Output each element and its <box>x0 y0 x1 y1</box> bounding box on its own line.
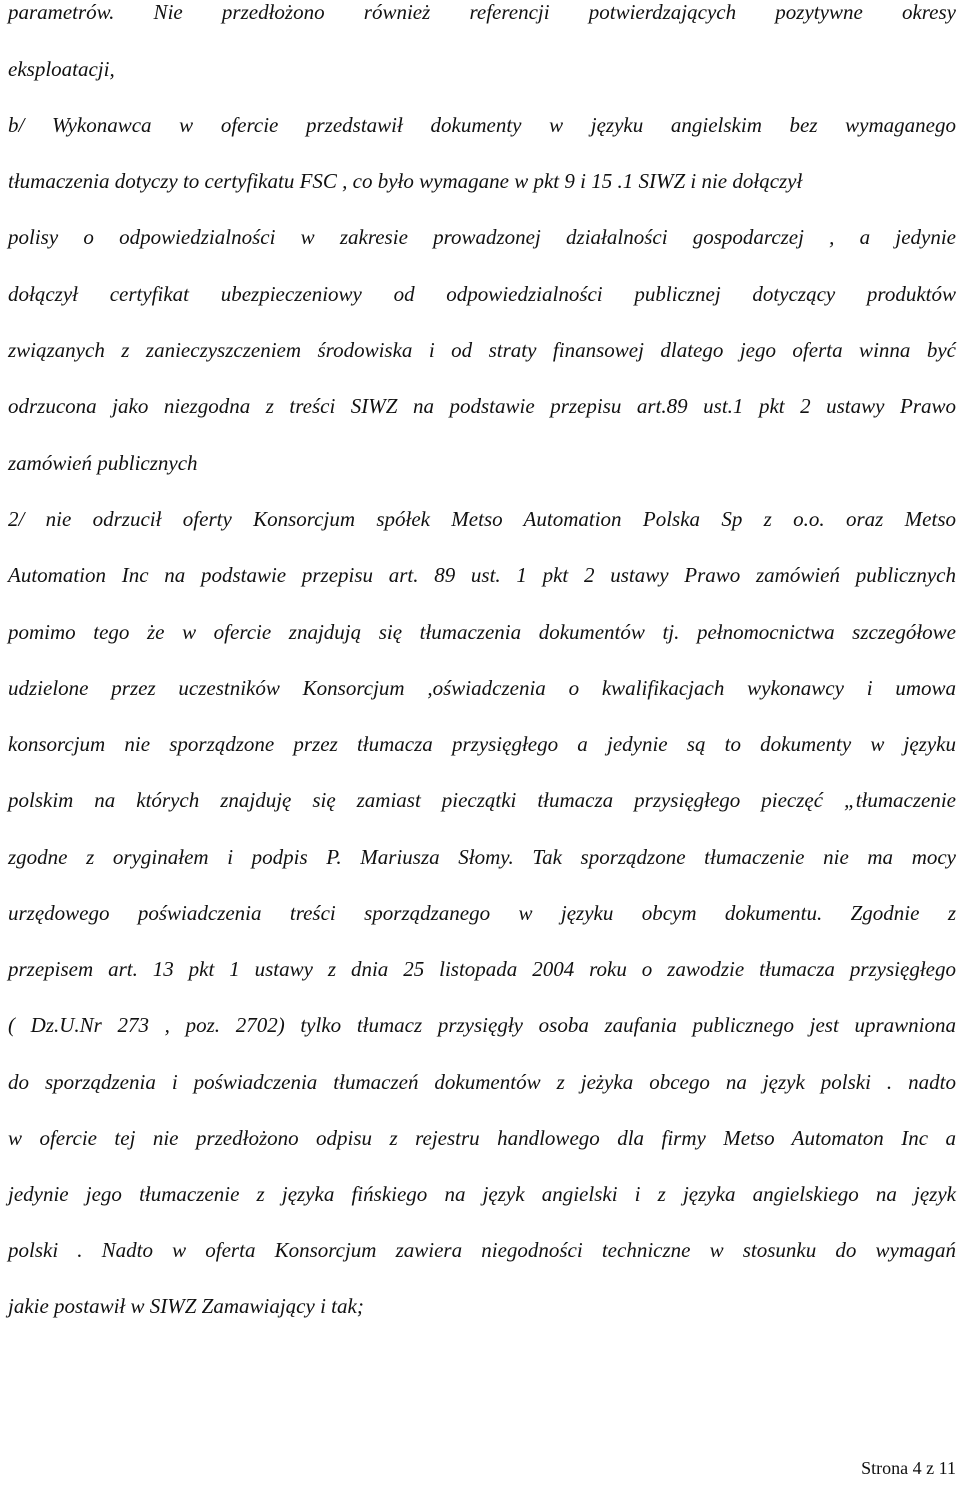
text-line-13: udzielone przez uczestników Konsorcjum ,oświadczenia o kwalifikacjach wykonawcy i umowa <box>8 676 956 700</box>
text-line-4: tłumaczenia dotyczy to certyfikatu FSC , co było wymagane w pkt 9 i 15 .1 SIWZ i nie dołączył <box>8 169 803 193</box>
text-line-18: przepisem art. 13 pkt 1 ustawy z dnia 25 listopada 2004 roku o zawodzie tłumacza przysięgłego <box>8 957 956 981</box>
page-number: Strona 4 z 11 <box>861 1458 956 1478</box>
text-line-3: b/ Wykonawca w ofercie przedstawił dokumenty w języku angielskim bez wymaganego <box>8 113 956 137</box>
text-line-8: odrzucona jako niezgodna z treści SIWZ na podstawie przepisu art.89 ust.1 pkt 2 ustawy Prawo <box>8 394 956 418</box>
text-line-21: w ofercie tej nie przedłożono odpisu z rejestru handlowego dla firmy Metso Automaton Inc a <box>8 1126 956 1150</box>
text-line-2: eksploatacji, <box>8 57 115 81</box>
text-line-16: zgodne z oryginałem i podpis P. Mariusza Słomy. Tak sporządzone tłumaczenie nie ma mocy <box>8 845 956 869</box>
text-line-7: związanych z zanieczyszczeniem środowiska i od straty finansowej dlatego jego oferta winna być <box>8 338 956 362</box>
text-line-12: pomimo tego że w ofercie znajdują się tłumaczenia dokumentów tj. pełnomocnictwa szczegółowe <box>8 620 956 644</box>
text-line-15: polskim na których znajduję się zamiast pieczątki tłumacza przysięgłego pieczęć „tłumaczenie <box>8 788 956 812</box>
text-line-10: 2/ nie odrzucił oferty Konsorcjum spółek Metso Automation Polska Sp z o.o. oraz Metso <box>8 507 956 531</box>
text-line-23: polski . Nadto w oferta Konsorcjum zawiera niegodności techniczne w stosunku do wymagań <box>8 1238 956 1262</box>
text-line-24: jakie postawił w SIWZ Zamawiający i tak; <box>8 1294 364 1318</box>
text-line-1: parametrów. Nie przedłożono również referencji potwierdzających pozytywne okresy <box>8 0 956 24</box>
text-line-20: do sporządzenia i poświadczenia tłumaczeń dokumentów z jeżyka obcego na język polski . nadto <box>8 1070 956 1094</box>
text-line-6: dołączył certyfikat ubezpieczeniowy od odpowiedzialności publicznej dotyczący produktów <box>8 282 956 306</box>
text-line-9: zamówień publicznych <box>8 451 198 475</box>
text-line-5: polisy o odpowiedzialności w zakresie prowadzonej działalności gospodarczej , a jedynie <box>8 225 956 249</box>
text-line-22: jedynie jego tłumaczenie z języka fińskiego na język angielski i z języka angielskiego na język <box>8 1182 956 1206</box>
text-line-17: urzędowego poświadczenia treści sporządzanego w języku obcym dokumentu. Zgodnie z <box>8 901 956 925</box>
text-line-11: Automation Inc na podstawie przepisu art. 89 ust. 1 pkt 2 ustawy Prawo zamówień publicznych <box>8 563 956 587</box>
text-line-19: ( Dz.U.Nr 273 , poz. 2702) tylko tłumacz przysięgły osoba zaufania publicznego jest uprawniona <box>8 1013 956 1037</box>
text-line-14: konsorcjum nie sporządzone przez tłumacza przysięgłego a jedynie są to dokumenty w języku <box>8 732 956 756</box>
